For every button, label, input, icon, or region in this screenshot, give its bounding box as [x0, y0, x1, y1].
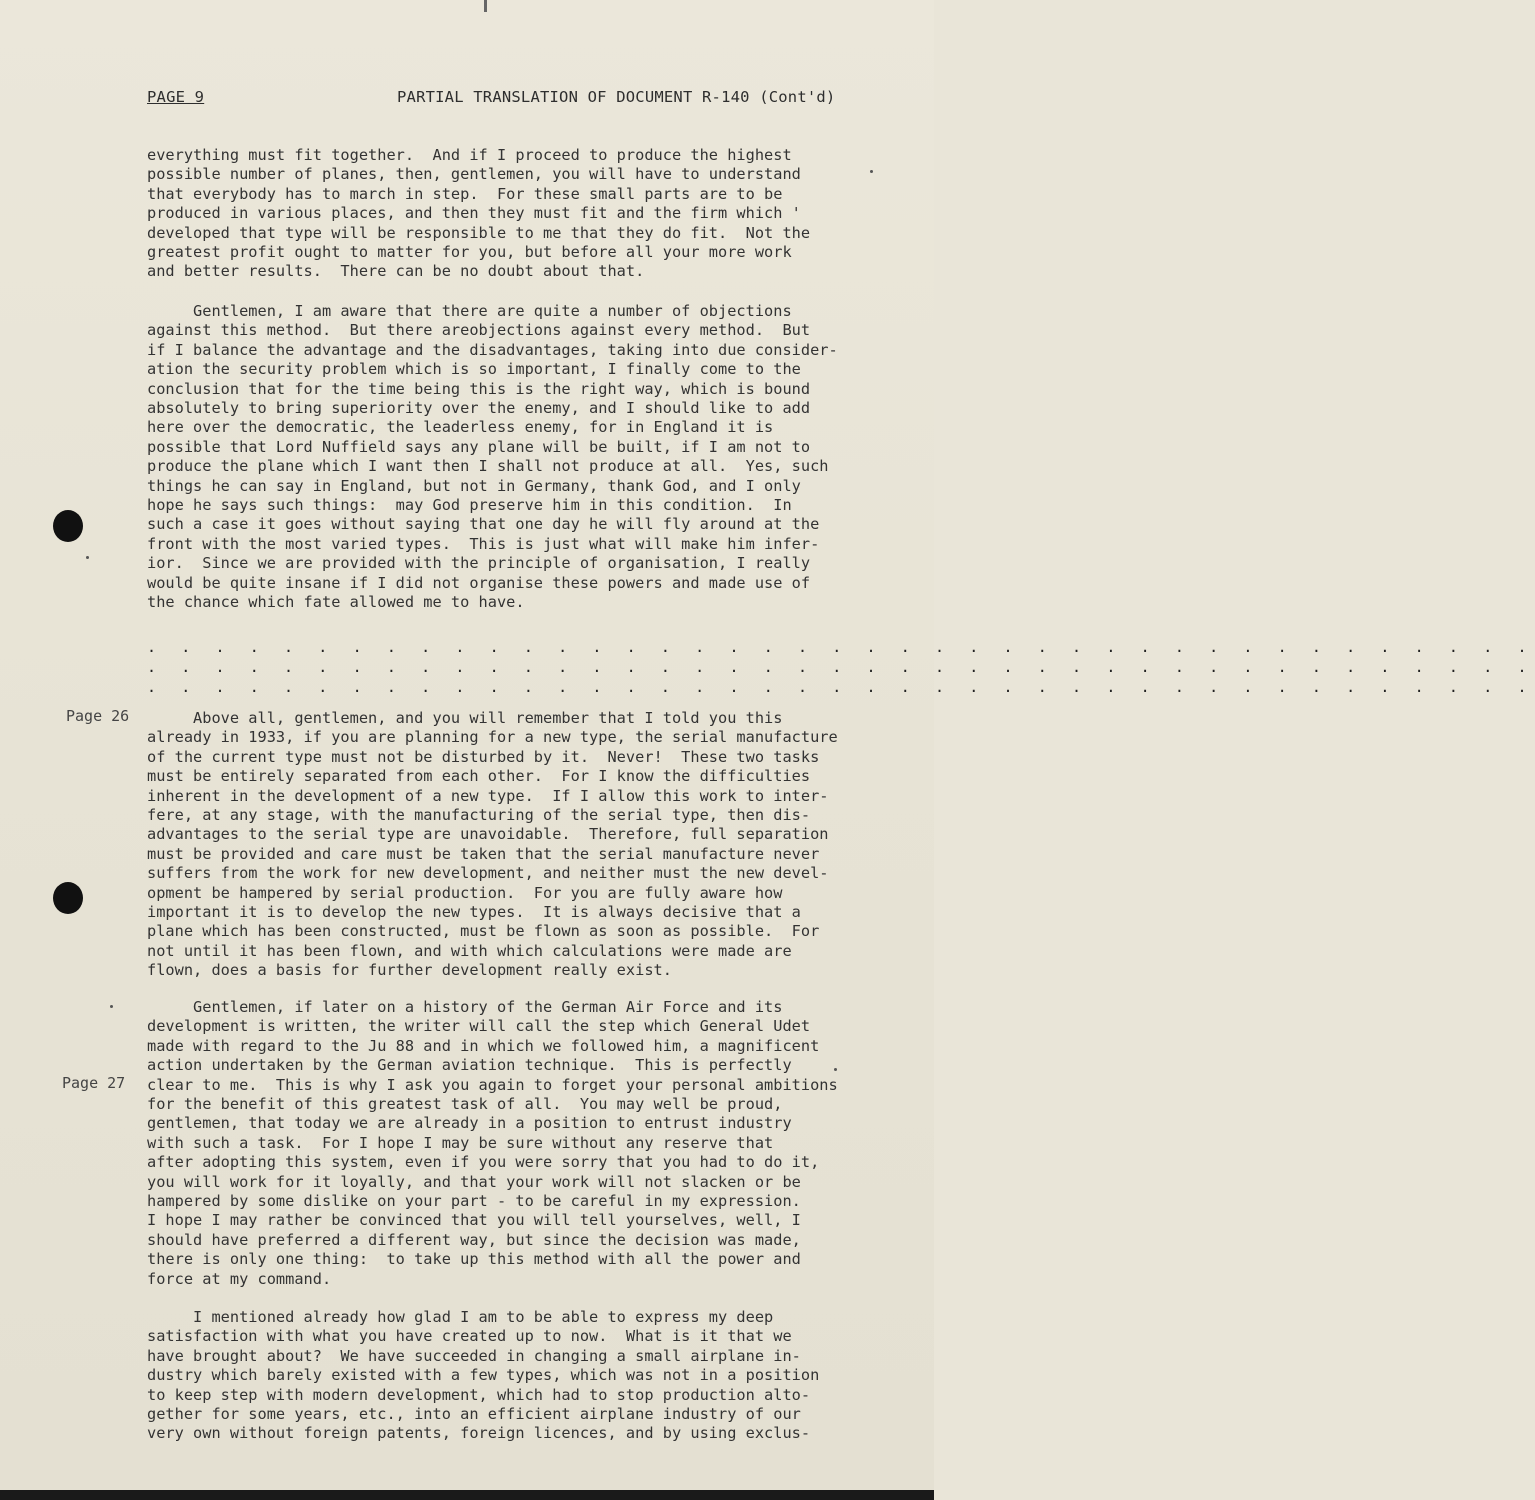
ellipsis-row-1: . . . . . . . . . . . . . . . . . . . . . . . . . . . . . . . . . . . . . . . . . — [147, 638, 1535, 656]
paragraph-1: everything must fit together. And if I proceed to produce the highest possible number of planes, then, gentlemen, you will have to understand that everybody has to march in step. For these small parts are to be produced in various places, and then they must fit and the firm which ' developed that type will be responsible to me that they do fit. Not the greatest profit ought to matter for you, but before all your more work and better results. There can be no doubt about that. — [147, 146, 811, 281]
paragraph-4: Gentlemen, if later on a history of the German Air Force and its development is written, the writer will call the step which General Udet made with regard to the Ju 88 and in which we followed him, a magnificent action undertaken by the German aviation technique. This is perfectly clear to me. This is why I ask you again to forget your personal ambitions for the benefit of this greatest task of all. You may well be proud, gentlemen, that today we are already in a position to entrust industry with such a task. For I hope I may be sure without any reserve that after adopting this system, even if you were sorry that you had to do it, you will work for it loyally, and that your work will not slacken or be hampered by some dislike on your part - to be careful in my expression. I hope I may rather be convinced that you will tell yourselves, well, I should have preferred a different way, but since the decision was made, there is only one thing: to take up this method with all the power and force at my command. — [147, 998, 838, 1288]
punch-hole-upper — [53, 510, 83, 542]
ellipsis-row-2: . . . . . . . . . . . . . . . . . . . . . . . . . . . . . . . . . . . . . . . . . — [147, 658, 1535, 676]
document-title-header: PARTIAL TRANSLATION OF DOCUMENT R-140 (Cont'd) — [397, 88, 836, 106]
paragraph-5: I mentioned already how glad I am to be able to express my deep satisfaction with what you have created up to now. What is it that we have brought about? We have succeeded in changing a small airplane in- dustry which barely existed with a few types, which was not in a position to keep step with modern development, which had to stop production alto- gether for some years, etc., into an efficient airplane industry of our very own without foreign patents, foreign licences, and by using exclus- — [147, 1308, 820, 1443]
paper-speck — [834, 1068, 837, 1071]
paper-speck — [86, 556, 89, 559]
page-number-header: PAGE 9 — [147, 88, 205, 106]
paragraph-3: Above all, gentlemen, and you will remember that I told you this already in 1933, if you are planning for a new type, the serial manufacture of the current type must not be disturbed by it. Never! These two tasks must be entirely separated from each other. For I know the difficulties inherent in the development of a new type. If I allow this work to inter- fere, at any stage, with the manufacturing of the serial type, then dis- advantages to the serial type are unavoidable. Therefore, full separation must be provided and care must be taken that the serial manufacture never suffers from the work for new development, and neither must the new devel- opment be hampered by serial production. For you are fully aware how important it is to develop the new types. It is always decisive that a plane which has been constructed, must be flown as soon as possible. For not until it has been flown, and with which calculations were made are flown, does a basis for further development really exist. — [147, 709, 838, 980]
top-edge-mark — [484, 0, 487, 12]
ellipsis-row-3: . . . . . . . . . . . . . . . . . . . . . . . . . . . . . . . . . . . . . . . . . — [147, 678, 1535, 696]
margin-note-page-27: Page 27 — [62, 1074, 126, 1092]
scan-bottom-edge — [0, 1490, 934, 1500]
paragraph-2: Gentlemen, I am aware that there are quite a number of objections against this method. But there areobjections against every method. But if I balance the advantage and the disadvantages, taking into due consider- ation the security problem which is so important, I finally come to the conclusion that for the time being this is the right way, which is bound absolutely to bring superiority over the enemy, and I should like to add here over the democratic, the leaderless enemy, for in England it is possible that Lord Nuffield says any plane will be built, if I am not to produce the plane which I want then I shall not produce at all. Yes, such things he can say in England, but not in Germany, thank God, and I only hope he says such things: may God preserve him in this condition. In such a case it goes without saying that one day he will fly around at the front with the most varied types. This is just what will make him infer- ior. Since we are provided with the principle of organisation, I really would be quite insane if I did not organise these powers and made use of the chance which fate allowed me to have. — [147, 302, 838, 612]
paper-speck — [110, 1005, 113, 1008]
paper-speck — [870, 170, 873, 173]
punch-hole-lower — [53, 882, 83, 914]
margin-note-page-26: Page 26 — [66, 707, 130, 725]
